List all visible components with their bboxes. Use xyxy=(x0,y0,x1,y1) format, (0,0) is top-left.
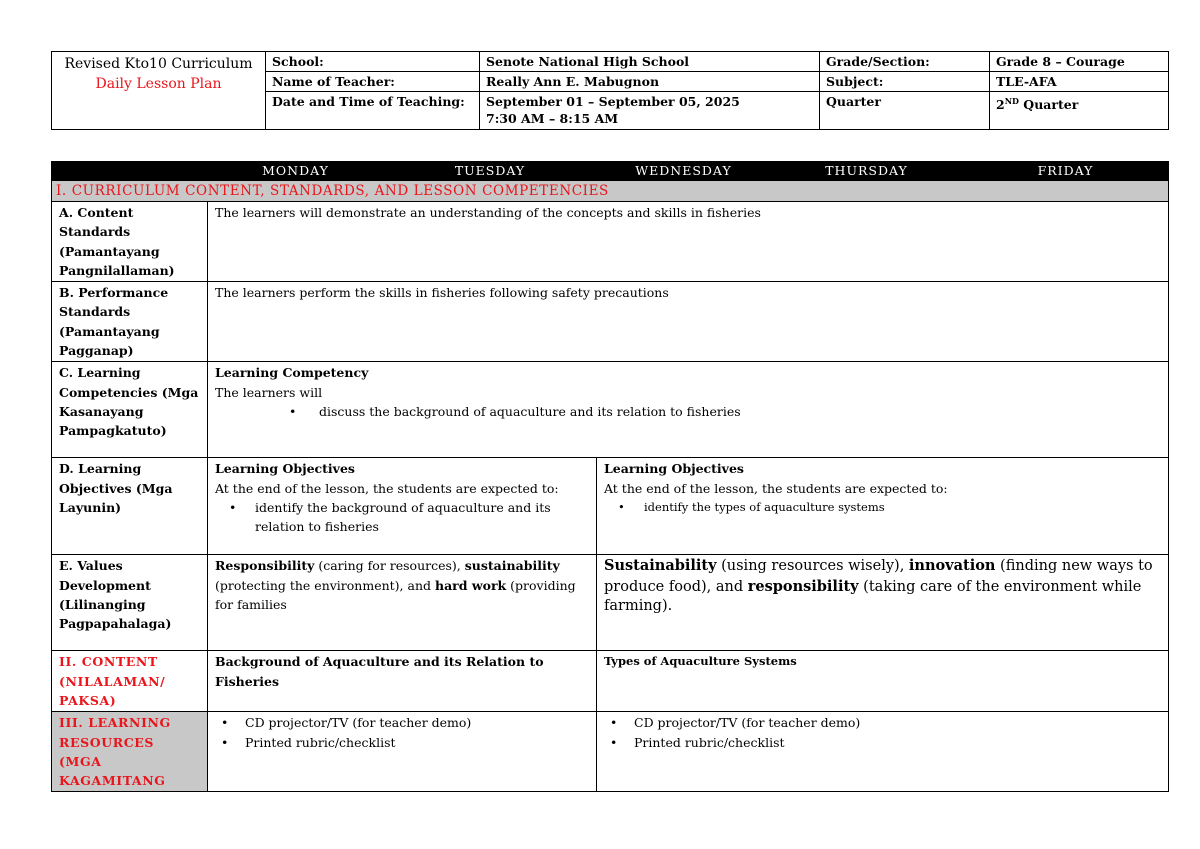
list-item: • discuss the background of aquaculture and its relation to fisheries xyxy=(215,402,1161,421)
label-line: II. CONTENT xyxy=(59,654,158,670)
performance-standards-row xyxy=(52,282,1169,362)
value-desc: (taking care of the environment while farming). xyxy=(604,578,1142,614)
label-line: PAKSA) xyxy=(59,692,117,708)
day-header-row xyxy=(52,162,1169,181)
value-term: Sustainability xyxy=(604,557,717,575)
performance-standards-text: The learners perform the skills in fisheries following safety precautions xyxy=(208,282,1169,362)
label-line: KAGAMITANG xyxy=(59,773,166,789)
resources-left-list xyxy=(215,713,589,752)
value-desc: (caring for resources), xyxy=(314,558,465,574)
value-term: responsibility xyxy=(747,577,859,595)
resources-row xyxy=(52,712,1169,792)
teacher-label: Name of Teacher: xyxy=(266,72,480,92)
label-line: Pampagkatuto) xyxy=(59,423,167,439)
competency-intro: The learners will xyxy=(215,384,323,400)
value-term: hard work xyxy=(434,577,507,593)
teacher-value: Really Ann E. Mabugnon xyxy=(480,72,820,92)
label-line: C. Learning xyxy=(59,365,141,381)
resources-label xyxy=(52,712,208,792)
competencies-row xyxy=(52,362,1169,458)
competencies-label xyxy=(52,362,208,458)
grade-value: Grade 8 – Courage xyxy=(990,52,1169,72)
label-line: Objectives (Mga xyxy=(59,480,173,496)
section-curriculum-row xyxy=(52,181,1169,202)
value-desc: (using resources wisely), xyxy=(716,558,909,575)
objectives-row xyxy=(52,458,1169,555)
competencies-text xyxy=(208,362,1169,458)
label-line: (Pamantayang xyxy=(59,243,160,259)
objectives-right-intro: At the end of the lesson, the students are expected to: xyxy=(604,480,948,496)
label-line: A. Content xyxy=(59,205,134,220)
datetime-label: Date and Time of Teaching: xyxy=(266,92,480,130)
day-header-blank xyxy=(52,162,208,181)
label-line: D. Learning xyxy=(59,461,142,477)
values-row xyxy=(52,555,1169,651)
resources-left xyxy=(208,712,597,792)
list-item: • Printed rubric/checklist xyxy=(215,733,589,752)
datetime-value xyxy=(480,92,820,130)
content-left: Background of Aquaculture and its Relation to Fisheries xyxy=(208,651,597,712)
label-line: Pagpapahalaga) xyxy=(59,616,172,632)
resources-right-list xyxy=(604,713,1161,752)
value-desc: (providing for families xyxy=(215,577,576,612)
label-line: B. Performance xyxy=(59,285,169,301)
list-item: • CD projector/TV (for teacher demo) xyxy=(604,713,1161,732)
quarter-label: Quarter xyxy=(820,92,990,130)
quarter-word: Quarter xyxy=(1018,97,1079,113)
content-label xyxy=(52,651,208,712)
label-line: (MGA xyxy=(59,753,102,769)
label-line: III. LEARNING xyxy=(59,715,171,731)
value-term: Responsibility xyxy=(215,558,315,574)
day-thursday: THURSDAY xyxy=(771,162,963,181)
objectives-left-intro: At the end of the lesson, the students are expected to: xyxy=(215,480,559,496)
objectives-label xyxy=(52,458,208,555)
objectives-right xyxy=(597,458,1169,555)
value-desc: (finding new ways to produce food), and xyxy=(604,558,1153,595)
lesson-plan-table xyxy=(51,161,1169,792)
objectives-left xyxy=(208,458,597,555)
label-line: Development xyxy=(59,577,151,593)
objectives-right-heading: Learning Objectives xyxy=(604,461,744,477)
performance-standards-label xyxy=(52,282,208,362)
value-term: innovation xyxy=(908,557,996,575)
quarter-value xyxy=(990,92,1169,130)
objectives-left-list xyxy=(215,498,589,537)
subject-value: TLE-AFA xyxy=(990,72,1169,92)
day-friday: FRIDAY xyxy=(963,162,1169,181)
school-label: School: xyxy=(266,52,480,72)
list-item: • identify the types of aquaculture systems xyxy=(604,498,1161,517)
competency-heading: Learning Competency xyxy=(215,365,369,381)
resources-right xyxy=(597,712,1169,792)
label-line: (Lilinanging xyxy=(59,596,146,612)
label-line: Pangnilallaman) xyxy=(59,262,175,278)
curriculum-title: Revised Kto10 Curriculum xyxy=(64,56,253,72)
value-desc: (protecting the environment), and xyxy=(215,577,435,593)
content-standards-label xyxy=(52,202,208,282)
list-item: • identify the background of aquaculture and its relation to fisheries xyxy=(215,498,589,537)
competency-list xyxy=(215,402,1161,421)
label-line: (NILALAMAN/ xyxy=(59,673,166,689)
value-term: sustainability xyxy=(464,558,560,574)
content-row xyxy=(52,651,1169,712)
header-title-cell xyxy=(52,52,266,130)
objectives-right-list xyxy=(604,498,1161,517)
label-line: (Pamantayang xyxy=(59,323,160,339)
content-right: Types of Aquaculture Systems xyxy=(597,651,1169,712)
objectives-left-heading: Learning Objectives xyxy=(215,461,355,477)
label-line: Standards xyxy=(59,224,131,240)
school-value: Senote National High School xyxy=(480,52,820,72)
values-right xyxy=(597,555,1169,651)
label-line: Pagganap) xyxy=(59,343,134,359)
label-line: E. Values xyxy=(59,558,123,574)
quarter-suffix: ND xyxy=(1004,96,1019,106)
plan-type: Daily Lesson Plan xyxy=(95,76,222,92)
label-line: RESOURCES xyxy=(59,734,155,750)
lesson-header-table xyxy=(51,51,1169,130)
label-line: Standards xyxy=(59,304,131,320)
label-line: Kasanayang xyxy=(59,403,144,419)
subject-label: Subject: xyxy=(820,72,990,92)
day-tuesday: TUESDAY xyxy=(384,162,597,181)
day-monday: MONDAY xyxy=(208,162,384,181)
values-left xyxy=(208,555,597,651)
list-item: • CD projector/TV (for teacher demo) xyxy=(215,713,589,732)
date-value: September 01 – September 05, 2025 xyxy=(486,94,740,109)
time-value: 7:30 AM – 8:15 AM xyxy=(486,111,619,126)
grade-label: Grade/Section: xyxy=(820,52,990,72)
list-item: • Printed rubric/checklist xyxy=(604,733,1161,752)
day-wednesday: WEDNESDAY xyxy=(597,162,771,181)
section-curriculum-title: I. CURRICULUM CONTENT, STANDARDS, AND LESSON COMPETENCIES xyxy=(52,181,1169,202)
content-standards-text: The learners will demonstrate an understanding of the concepts and skills in fisheries xyxy=(208,202,1169,282)
quarter-number: 2 xyxy=(996,97,1005,113)
label-line: Layunin) xyxy=(59,499,122,515)
label-line: Competencies (Mga xyxy=(59,384,199,400)
values-label xyxy=(52,555,208,651)
content-standards-row xyxy=(52,202,1169,282)
